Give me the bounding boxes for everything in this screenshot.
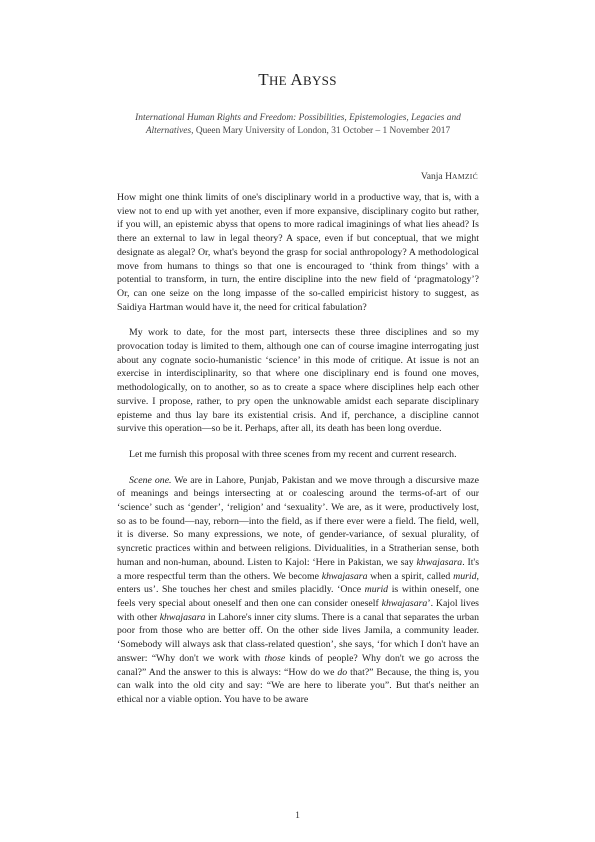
emphasis-those: those [264,652,286,664]
conference-subtitle [112,112,484,138]
term-khwajasara: khwajasara [159,611,206,623]
author-first-name: Vanja [420,171,446,182]
author-surname-rest: AMZIĆ [452,172,478,181]
paragraph-spacer [117,436,479,448]
paragraph-4-text-e: is within oneself, one feels very special about oneself and then one can consider oneself [117,584,479,609]
paragraph-4-text-c: when a spirit, called [367,570,454,582]
term-murid: murid [364,584,389,596]
term-khwajasara: khwajasara [416,556,463,568]
author-name [421,171,478,182]
paragraph-3: Let me furnish this proposal with three scenes from my recent and current research. [129,448,457,460]
paragraph-4-text-b: . It's a more respectful term than the others. We become [117,556,480,582]
title-letter-a: A [290,70,303,89]
emphasis-do: do [337,666,348,678]
scene-label: Scene one. [129,474,172,486]
paragraph-4-text-i: that?” Because, the thing is, you can walk into the old city and say: “We are here to liberate you”. But that's neither an ethical nor a viable option. You have to be aware [117,666,479,705]
paragraph-spacer [117,462,479,474]
paragraph-4-text-g: in Lahore's inner city slums. There is a canal that separates the urban poor from those who are better off. On the other side lives Jamila, a community leader. ‘Somebody will always ask that class-related question’, she says, ‘for which I don't have an answer: “Why don't we work with [117,611,479,664]
page-number: 1 [295,810,300,821]
paragraph-4 [117,474,479,707]
document-body [117,191,479,707]
title-smallcaps-byss: BYSS [303,73,337,88]
term-murid: murid [453,570,477,582]
conference-venue-date: Queen Mary University of London, 31 October – 1 November 2017 [193,126,451,136]
paragraph-1: How might one think limits of one's disciplinary world in a productive way, that is, with a view not to end up with yet another, even if more expansive, disciplinary cogito but rather, if you will, an epistemic abyss that opens to more radical imaginings of what lies ahead? Is there an external to law in legal theory? A space, even if but conceptual, that we might designate as alegal? Or, what's beyond the grasp for social anthropology? A methodological move from humans to things so that one is encouraged to ‘think from things’ with a potential to transform, in turn, the entire discipline into the new field of ‘pragmatology’? Or, can one seize on the long impasse of the so-called empiricist history to suggest, as Saidiya Hartman would have it, the need for critical fabulation? [117,192,479,313]
paragraph-4-text-h: kinds of people? Why don't we go across the canal?” And the answer to this is always: “How do we [117,652,479,678]
paragraph-4-text-a: We are in Lahore, Punjab, Pakistan and we move through a discursive maze of meanings and beings intersecting at or coalescing around the terms-of-art of our ‘science’ such as ‘gender’, ‘religion’ and ‘sexuality’. We are, as it were, productively lost, so as to be found—nay, reborn—into the field, as if there ever were a field. The field, well, it is diverse. So many expressions, we note, of gender-variance, of sexual plurality, of syncretic practices within and between religions. Dividualities, in a Stratherian sense, both human and non-human, abound. Listen to Kajol: ‘Here in Pakistan, we say [117,474,480,568]
author-surname-initial: H [445,171,453,182]
conference-name: International Human Rights and Freedom: Possibilities, Epistemologies, Legacies and Alternatives, [135,113,461,136]
title-letter-t: T [258,70,269,89]
paragraph-4-text-f: ’. Kajol lives with other [117,597,479,623]
term-khwajasara: khwajasara [381,597,428,609]
term-khwajasara: khwajasara [321,570,368,582]
paragraph-2: My work to date, for the most part, intersects these three disciplines and so my provocation today is limited to them, although one can of course imagine interrogating just about any cognate socio-humanistic ‘science’ in this mode of critique. At issue is not an exercise in interdisciplinarity, so that where one disciplinary end is found one moves, methodologically, on to another, so as to create a space where disciplines help each other survive. I propose, rather, to pry open the unknowable amidst each separate disciplinary episteme and thus lay bare its existential crisis. And if, perchance, a discipline cannot survive this operation—so be it. Perhaps, after all, its death has been long overdue. [117,327,479,435]
document-title [0,70,595,90]
paragraph-4-text-d: , enters us’. She touches her chest and smiles placidly. ‘Once [117,570,479,596]
title-smallcaps-he: HE [268,73,291,88]
paragraph-spacer [117,314,479,326]
